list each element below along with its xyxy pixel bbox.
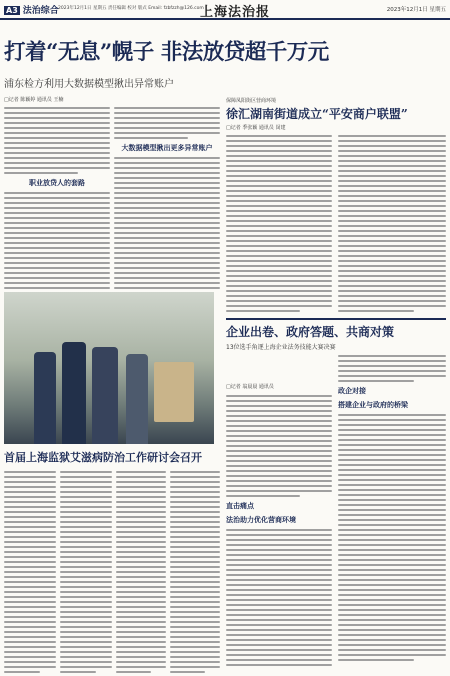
section-name: 法治综合 [22, 6, 59, 16]
lead-subhead: 浦东检方利用大数据模型揪出异常账户 [4, 79, 174, 90]
right-bottom-byline: □记者 翁晨晨 通讯员 [226, 384, 274, 390]
news-photo [4, 292, 214, 444]
left-bottom-column-2 [60, 468, 112, 674]
lead-column-1 [4, 104, 110, 290]
right-bottom-column-1 [226, 392, 332, 674]
photo-person [62, 342, 86, 444]
photo-display-table [154, 362, 194, 422]
masthead-logo: 上海法治报 [200, 5, 271, 20]
left-bottom-headline: 首届上海监狱艾滋病防治工作研讨会召开 [4, 451, 202, 464]
page-header [0, 0, 450, 20]
inner-heading: 搭建企业与政府的桥梁 [338, 401, 408, 409]
inner-heading: 政企对接 [338, 387, 366, 395]
right-bottom-subhead: 13位选手角逐上海企业法务技能大赛决赛 [226, 344, 336, 351]
right-bottom-headline: 企业出卷、政府答题、共商对策 [226, 325, 395, 339]
issue-date: 2023年12月1日 星期五 [386, 7, 446, 13]
inner-heading: 职业放贷人的套路 [29, 179, 85, 187]
inner-heading: 大数据模型揪出更多异常账户 [121, 144, 213, 152]
editor-info: 2023年12月1日 星期五 责任编辑 校对 版式 Email: fzbfzzh@126.com [58, 6, 204, 11]
right-top-column-1 [226, 132, 332, 312]
photo-person [92, 347, 118, 444]
left-bottom-column-1 [4, 468, 56, 674]
left-bottom-column-3 [116, 468, 166, 674]
inner-heading: 直击痛点 [226, 502, 254, 510]
photo-person [126, 354, 148, 444]
lead-column-2 [114, 104, 220, 290]
left-bottom-column-4 [170, 468, 220, 674]
right-top-byline: □记者 季张颖 通讯员 闵建 [226, 125, 286, 131]
lead-byline: □记者 陈颖婷 通讯员 王楠 [4, 97, 64, 103]
page-number: A3 [6, 6, 18, 15]
photo-person [34, 352, 56, 444]
right-top-headline: 徐汇湖南街道成立“平安商户联盟” [226, 107, 408, 121]
right-top-kicker: 保障凤阳街区营商环境 [226, 98, 277, 104]
lead-headline: 打着“无息”幌子 非法放贷超千万元 [4, 40, 329, 65]
right-top-column-2 [338, 132, 446, 312]
section-label [4, 3, 59, 16]
right-bottom-column-2 [338, 352, 446, 674]
inner-heading: 法治助力优化营商环境 [226, 516, 296, 524]
section-divider [226, 318, 446, 320]
